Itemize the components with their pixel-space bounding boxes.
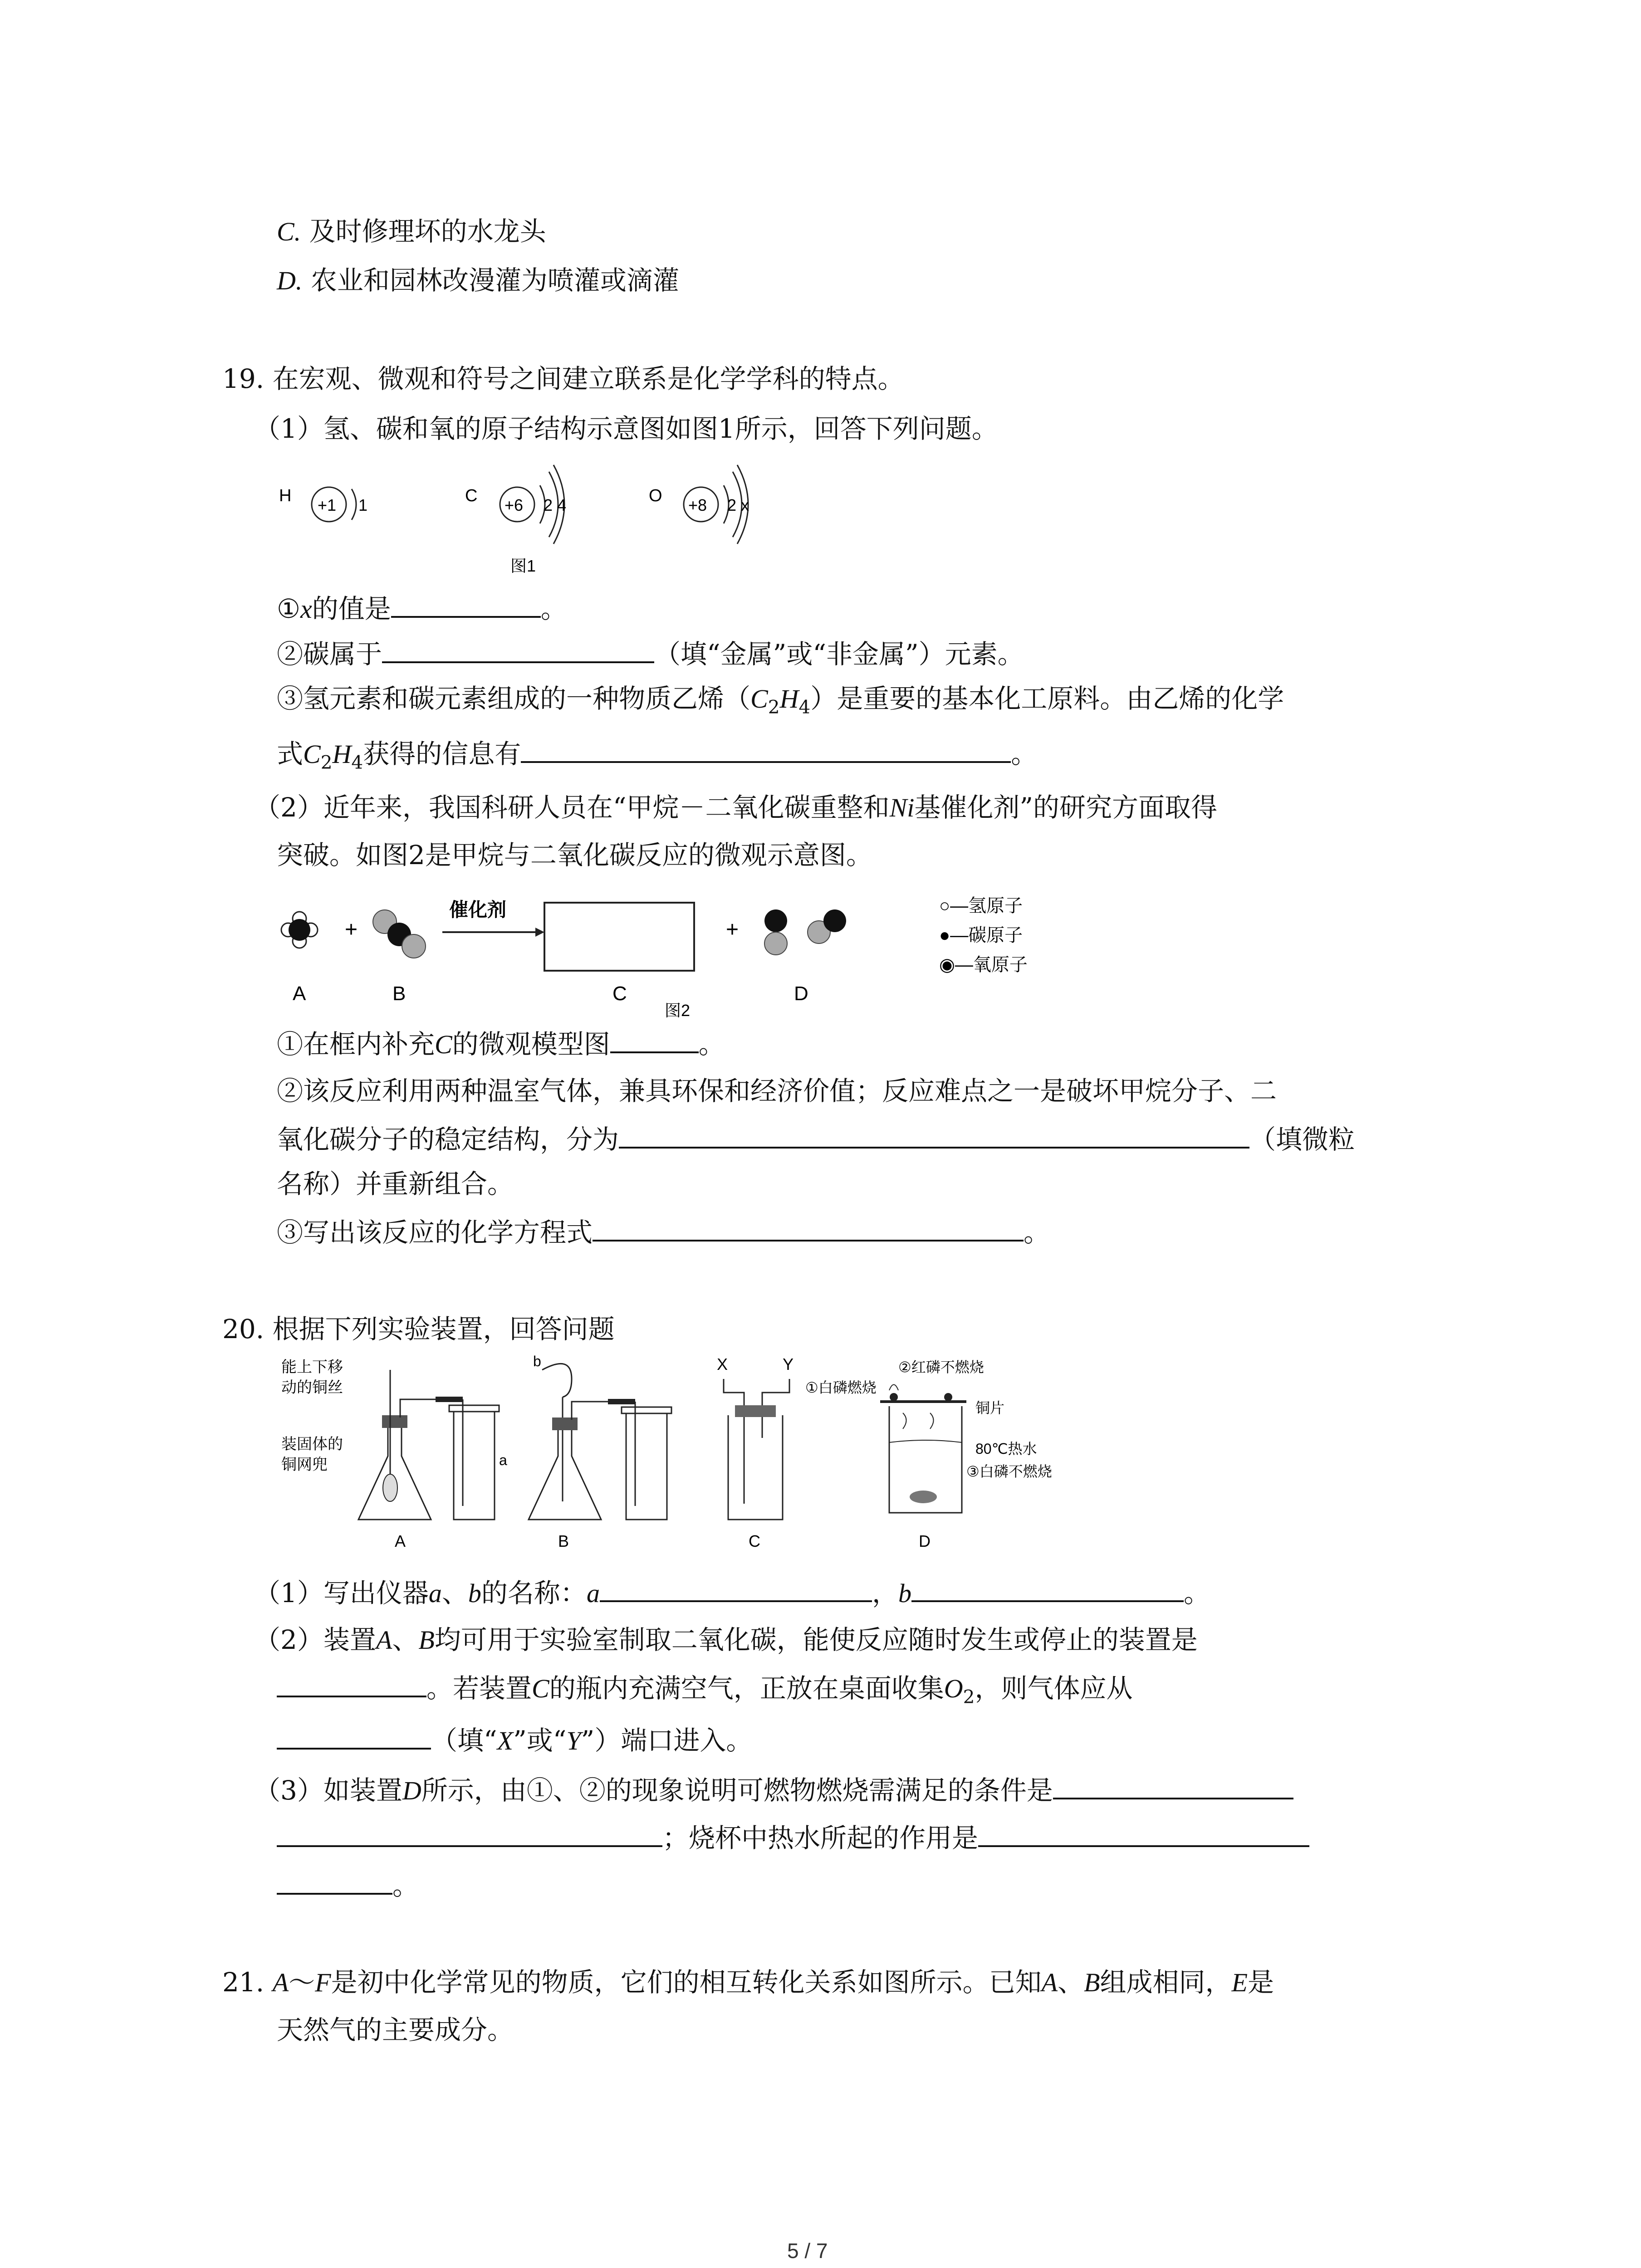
svg-text:80℃热水: 80℃热水 <box>975 1441 1037 1457</box>
option-letter: C. <box>277 217 301 246</box>
svg-text:装固体的: 装固体的 <box>281 1436 343 1453</box>
atom-symbol: O <box>649 486 662 505</box>
q20-p2c: （填“X”或“Y”）端口进入。 <box>277 1721 752 1759</box>
q19-sub3b: 式$C_2H_4$获得的信息有 。 <box>277 735 1037 781</box>
answer-blank[interactable] <box>277 1669 426 1697</box>
svg-text:+: + <box>345 918 358 942</box>
option-text: 及时修理坏的水龙头 <box>301 216 546 247</box>
question-21-stem-b: 天然气的主要成分。 <box>277 2014 514 2045</box>
q20-p3a: （3）如装置D所示，由①、②的现象说明可燃物燃烧需满足的条件是 <box>254 1771 1293 1809</box>
svg-text:D: D <box>919 1532 931 1550</box>
apparatus-b <box>529 1353 671 1550</box>
atom-symbol: C <box>465 486 478 505</box>
atom-symbol: H <box>279 486 292 505</box>
instrument-a-mark: a <box>499 1452 507 1468</box>
svg-text:+: + <box>726 918 739 942</box>
option-d <box>277 262 679 299</box>
molecule-a-methane <box>281 912 318 948</box>
answer-blank[interactable] <box>600 1574 872 1602</box>
port-y: Y <box>783 1355 794 1374</box>
page-number: 5 / 7 <box>787 2239 828 2263</box>
svg-text:能上下移: 能上下移 <box>281 1359 343 1376</box>
option-c <box>277 213 546 250</box>
nucleus-charge: +8 <box>688 496 707 514</box>
product-box-c[interactable] <box>544 903 694 971</box>
figure-caption: 图2 <box>665 1001 691 1020</box>
svg-text:D: D <box>794 982 808 1005</box>
nucleus-charge: +6 <box>505 496 524 514</box>
q20-p2b: 。若装置C的瓶内充满空气，正放在桌面收集$O_2$，则气体应从 <box>277 1669 1132 1715</box>
answer-blank[interactable] <box>521 735 1011 763</box>
electron-shells: 2 4 <box>544 496 567 514</box>
svg-text:②红磷不燃烧: ②红磷不燃烧 <box>898 1359 984 1375</box>
catalyst-label: 催化剂 <box>449 899 507 920</box>
atom-hydrogen <box>279 486 367 522</box>
answer-blank[interactable] <box>619 1120 1249 1149</box>
figure-caption: 图1 <box>510 557 536 575</box>
molecule-d-co <box>764 909 846 955</box>
apparatus-a <box>281 1359 507 1550</box>
question-20-stem: 20. 根据下列实验装置，回答问题 <box>222 1314 615 1344</box>
q19-part2a: （2）近年来，我国科研人员在“甲烷－二氧化碳重整和Ni基催化剂”的研究方面取得 <box>254 792 1218 823</box>
svg-text:C: C <box>612 982 627 1005</box>
figure-1-atom-structures <box>272 454 817 585</box>
molecule-b-co2 <box>373 910 426 958</box>
q19-t2c: 名称）并重新组合。 <box>277 1168 514 1199</box>
question-19-part1: （1）氢、碳和氧的原子结构示意图如图1所示，回答下列问题。 <box>254 413 998 444</box>
q19-t1: ①在框内补充C的微观模型图 。 <box>277 1025 725 1063</box>
q20-p2a: （2）装置A、B均可用于实验室制取二氧化碳，能使反应随时发生或停止的装置是 <box>254 1624 1198 1655</box>
question-21-stem-a: 21. A～F是初中化学常见的物质，它们的相互转化关系如图所示。已知A、B组成相同，E是 <box>222 1967 1274 1998</box>
port-x: X <box>717 1355 728 1374</box>
apparatus-c <box>717 1355 794 1550</box>
answer-blank[interactable] <box>277 1721 431 1750</box>
svg-text:铜片: 铜片 <box>975 1400 1005 1416</box>
answer-blank[interactable] <box>277 1867 392 1895</box>
answer-blank[interactable] <box>911 1574 1184 1602</box>
electron-shells: 2 x <box>727 496 749 514</box>
svg-text:●—碳原子: ●—碳原子 <box>939 925 1023 945</box>
svg-text:B: B <box>392 982 406 1005</box>
answer-blank[interactable] <box>610 1025 699 1053</box>
q19-t2a: ②该反应利用两种温室气体，兼具环保和经济价值；反应难点之一是破坏甲烷分子、二 <box>277 1075 1277 1106</box>
nucleus-charge: +1 <box>318 496 337 514</box>
svg-text:C: C <box>749 1532 760 1550</box>
svg-text:铜网兜: 铜网兜 <box>281 1456 328 1473</box>
q19-sub2: ②碳属于 （填“金属”或“非金属”）元素。 <box>277 635 1024 672</box>
figure-lab-apparatus <box>281 1352 1189 1551</box>
svg-text:A: A <box>395 1532 406 1550</box>
q20-p1: （1）写出仪器a、b的名称：a ，b 。 <box>254 1574 1210 1612</box>
atom-carbon <box>465 465 566 544</box>
answer-blank[interactable] <box>978 1819 1309 1847</box>
svg-text:A: A <box>293 982 306 1005</box>
svg-text:①白磷燃烧: ①白磷燃烧 <box>805 1379 877 1396</box>
option-letter: D. <box>277 266 303 295</box>
answer-blank[interactable] <box>1053 1771 1293 1799</box>
q20-p3c: 。 <box>277 1867 419 1904</box>
svg-text:○—氢原子: ○—氢原子 <box>939 896 1023 916</box>
svg-text:B: B <box>558 1532 569 1550</box>
q19-t2b: 氧化碳分子的稳定结构，分为 （填微粒 <box>277 1120 1355 1158</box>
atom-oxygen <box>649 465 749 544</box>
option-text: 农业和园林改漫灌为喷灌或滴灌 <box>302 265 679 296</box>
q20-p3b: ；烧杯中热水所起的作用是 <box>277 1819 1309 1856</box>
svg-text:◉—氧原子: ◉—氧原子 <box>939 955 1028 975</box>
instrument-b-mark: b <box>533 1353 541 1369</box>
svg-text:动的铜丝: 动的铜丝 <box>281 1379 343 1396</box>
answer-blank[interactable] <box>382 635 654 663</box>
q19-sub1: ①x的值是 。 <box>277 590 567 627</box>
figure-2-reaction-micro <box>272 885 1071 1021</box>
electron-shells: 1 <box>358 496 368 514</box>
figure-2-legend <box>939 896 1028 975</box>
q19-part2b: 突破。如图2是甲烷与二氧化碳反应的微观示意图。 <box>277 840 872 870</box>
q19-t3: ③写出该反应的化学方程式 。 <box>277 1213 1050 1251</box>
apparatus-d <box>805 1359 1052 1550</box>
question-19-stem: 19. 在宏观、微观和符号之间建立联系是化学学科的特点。 <box>222 363 904 394</box>
q19-sub3a: ③氢元素和碳元素组成的一种物质乙烯$(C_2H_4)$是重要的基本化工原料。由乙烯的化学 <box>277 683 1284 718</box>
answer-blank[interactable] <box>277 1819 662 1847</box>
answer-blank[interactable] <box>593 1213 1024 1242</box>
svg-text:③白磷不燃烧: ③白磷不燃烧 <box>966 1463 1052 1480</box>
answer-blank[interactable] <box>391 590 541 618</box>
